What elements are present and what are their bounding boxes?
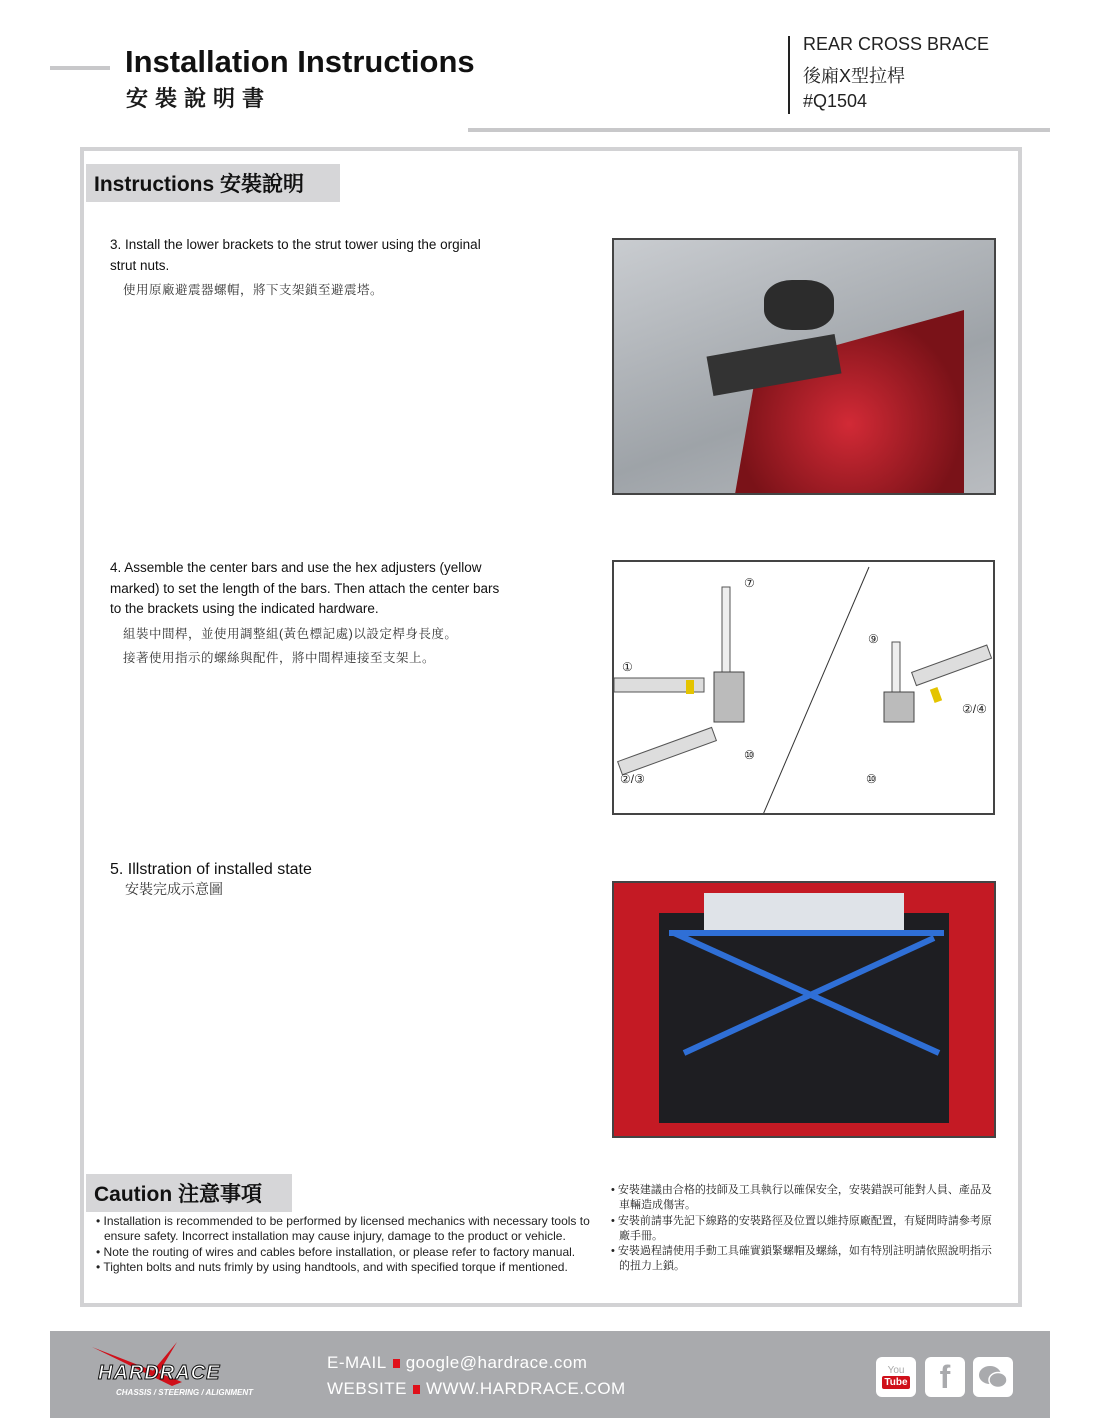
caution-heading: Caution 注意事項: [86, 1174, 292, 1212]
part-number: #Q1504: [803, 91, 868, 111]
email-link[interactable]: google@hardrace.com: [405, 1353, 588, 1372]
bullet-square: [413, 1385, 420, 1394]
youtube-you: You: [887, 1365, 905, 1376]
step-5-text: 5. Illstration of installed state: [110, 861, 312, 878]
hardrace-logo: [92, 1342, 282, 1402]
youtube-tube: Tube: [884, 1377, 908, 1388]
website-label: WEBSITE: [327, 1379, 408, 1398]
email-line: [327, 1353, 587, 1373]
step-3-text: 3. Install the lower brackets to the strut tower using the orginal strut nuts.: [110, 237, 481, 273]
header-rule-right: [468, 128, 1050, 132]
step-4-text: 4. Assemble the center bars and use the hex adjusters (yellow marked) to set the length of the bars. Then attach the center bars to the brackets using the indicated hardware.: [110, 560, 500, 616]
step-4-text-zh-2: 接著使用指示的螺絲與配件，將中間桿連接至支架上。: [123, 651, 436, 665]
caution-item: • Note the routing of wires and cables before installation, or please refer to factory manual.: [96, 1244, 576, 1259]
diagram-label-2-3: ②/③: [620, 772, 645, 786]
bullet-square: [393, 1359, 400, 1368]
logo-text: HARDRACE: [98, 1362, 221, 1384]
installed-state-photo: [612, 881, 996, 1138]
step-5-text-zh: 安裝完成示意圖: [125, 880, 223, 897]
step-5: [110, 860, 312, 899]
caution-list-zh: [611, 1183, 996, 1275]
assembly-diagram: [612, 560, 995, 815]
website-link[interactable]: WWW.HARDRACE.COM: [426, 1379, 626, 1398]
diagram-label-9: ⑨: [868, 632, 879, 646]
header-divider: [788, 36, 790, 114]
step-3: [110, 235, 510, 301]
step-3-text-zh: 使用原廠避震器螺帽，將下支架鎖至避震塔。: [123, 283, 384, 297]
diagram-label-10: ⑩: [744, 748, 755, 762]
caution-item-zh: • 安裝前請事先記下線路的安裝路徑及位置以維持原廠配置，有疑問時請參考原廠手冊。: [611, 1214, 992, 1242]
diagram-label-10b: ⑩: [866, 772, 877, 786]
instructions-heading: Instructions 安裝說明: [86, 164, 340, 202]
email-label: E-MAIL: [327, 1353, 387, 1372]
diagram-label-2-4: ②/④: [962, 702, 987, 716]
caution-list-en: [96, 1214, 601, 1275]
logo-tagline: CHASSIS / STEERING / ALIGNMENT: [116, 1388, 254, 1397]
diagram-label-7: ⑦: [744, 576, 755, 590]
strut-tower-photo: [612, 238, 996, 495]
caution-item-zh: • 安裝過程請使用手動工具確實鎖緊螺帽及螺絲，如有特別註明請依照說明指示的扭力上鎖。: [611, 1245, 992, 1273]
wechat-icon[interactable]: [973, 1357, 1013, 1397]
website-line: [327, 1379, 626, 1399]
product-name: REAR CROSS BRACE: [803, 34, 990, 54]
step-4-text-zh: 組裝中間桿，並使用調整組(黃色標記處)以設定桿身長度。: [123, 626, 458, 641]
caution-item-zh: • 安裝建議由合格的技師及工具執行以確保安全，安裝錯誤可能對人員、產品及車輛造成傷害。: [611, 1184, 992, 1212]
facebook-icon[interactable]: f: [925, 1357, 965, 1397]
step-4: [110, 558, 510, 669]
caution-item: • Tighten bolts and nuts frimly by using handtools, and with specified torque if mentioned.: [96, 1259, 568, 1274]
page-title: Installation Instructions: [125, 44, 475, 79]
header-rule-left: [50, 66, 110, 70]
caution-item: • Installation is recommended to be performed by licensed mechanics with necessary tools to ensure safety. Incorrect installation may cause injury, damage to the product or vehicle.: [96, 1214, 590, 1244]
youtube-icon[interactable]: [876, 1357, 916, 1397]
product-name-zh: 後廂X型拉桿: [803, 66, 906, 86]
page-subtitle: 安裝說明書: [126, 86, 272, 112]
diagram-label-1: ①: [622, 660, 633, 674]
